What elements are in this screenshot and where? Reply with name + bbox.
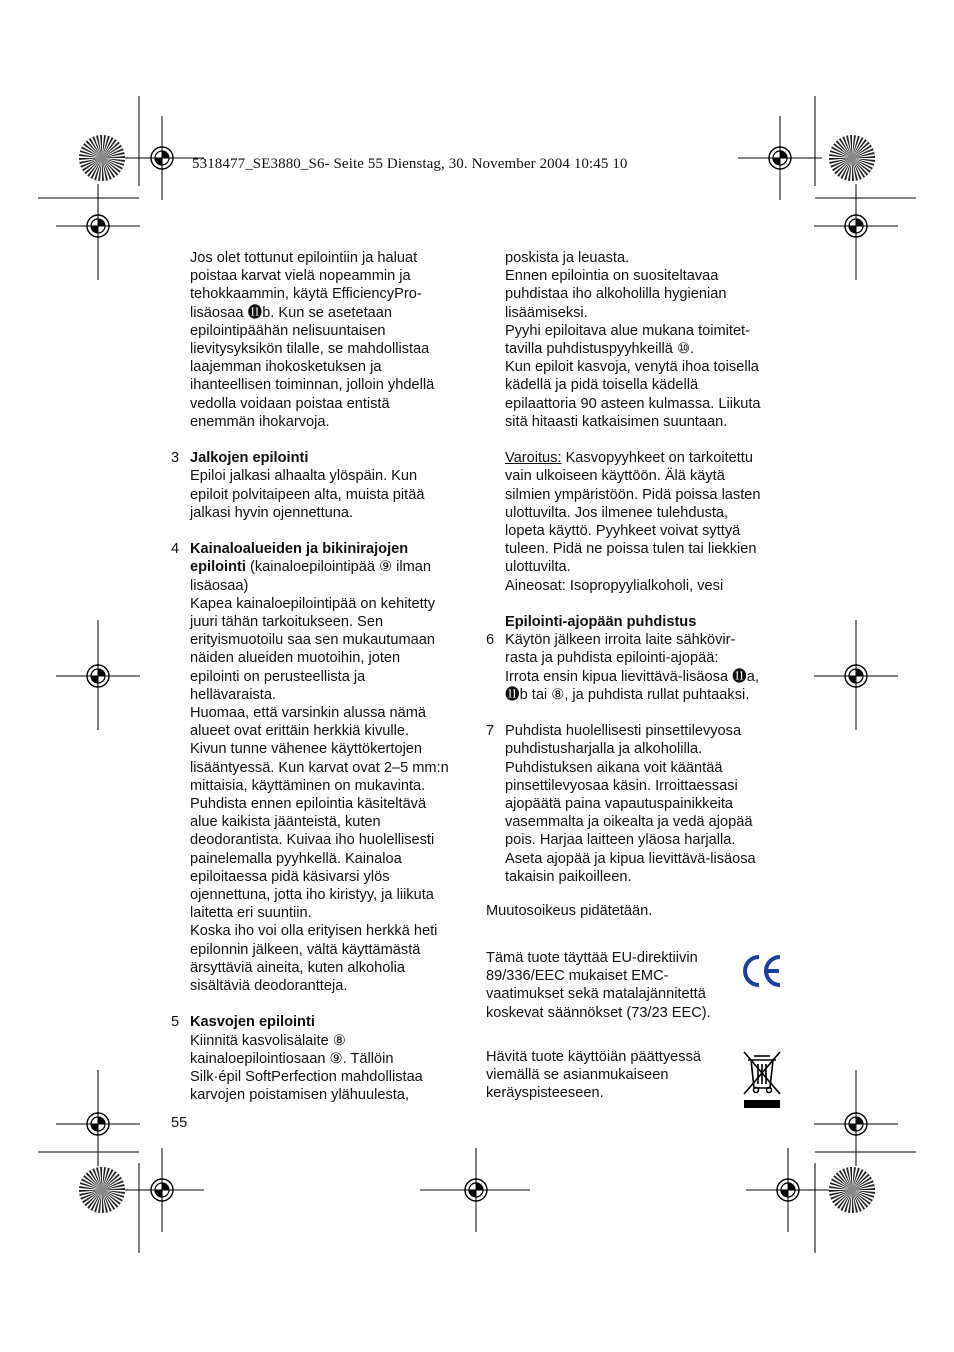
text-line: koskevat säännökset (73/23 EEC). [486,1004,711,1021]
text-line: lievitysyksikön tilalle, se mahdollistaa [190,341,430,358]
text-line: juuri tähän tarkoitukseen. Sen [190,614,384,631]
change-notice: Muutosoikeus pidätetään. [486,903,653,919]
text-line: erityismuotoilu saa sen mukautumaan [190,632,435,649]
text-line: poistaa karvat vielä nopeammin ja [190,268,411,285]
ce-statement [486,949,786,1029]
registration-mark-icon [814,1082,898,1166]
text-line: Puhdistuksen aikana voit kääntää [505,759,723,776]
text-line [505,449,790,467]
section-number: 7 [486,723,495,740]
text-span: (kainaloepilointipää ⑨ ilman [245,559,432,576]
registration-mark-icon [746,1148,830,1232]
text-line: Irrota ensin kipua lievittävä-lisäosa ⓫a, [505,668,759,685]
text-line: epilointipäähän nelisuuntaisen [190,322,386,339]
text-line: Huomaa, että varsinkin alussa nämä [190,705,427,722]
text-line: jalkasi hyvin ojennettuna. [190,504,354,521]
text-line: puhdistaa iho alkoholilla hygienian [505,286,727,303]
registration-mark-icon [56,184,140,268]
text-line: Tämä tuote täyttää EU-direktiivin [486,950,698,966]
text-line: hellävaraista. [190,686,276,703]
text-line: Pyyhi epiloitava alue mukana toimitet- [505,322,750,339]
text-line: sisältäviä deodorantteja. [190,978,348,995]
text-line: vain ulkoiseen käyttöön. Älä käytä [505,468,725,485]
registration-mark-icon [434,1148,518,1232]
text-line: mittaisia, käyttäminen on mukavinta. [190,777,426,794]
text-line: alueet ovat erittäin herkkiä kivulle. [190,723,410,740]
text-line: pinsettilevyosaa käsin. Irroittaessasi [505,777,738,794]
text-line: epiloit polvitaipeen alta, muista pitää [190,486,425,503]
registration-mark-icon [120,1148,204,1232]
text-line: lopeta käyttö. Pyyhkeet voivat syttyä [505,523,741,540]
text-line: ärsyttäviä aineita, kuten alkoholia [190,959,405,976]
text-line: Puhdista huolellisesti pinsettilevyosa [505,723,742,740]
section-number: 3 [171,450,180,467]
text-line: tehokkaammin, käytä EfficiencyPro- [190,286,422,303]
weee-text [486,1048,736,1103]
text-line: Puhdista ennen epilointia käsiteltävä [190,796,427,813]
text-line: ojennettuna, jotta iho kiristyy, ja liikuta [190,887,434,904]
text-line: Silk·épil SoftPerfection mahdollistaa [190,1069,423,1086]
warning-paragraph [505,449,790,595]
text-line: Ennen epilointia on suositeltavaa [505,268,719,285]
text-line: epiloitaessa pidä käsivarsi ylös [190,868,390,885]
text-line: ajopäätä paina vapautuspainikkeita [505,796,733,813]
text-line: Kun epiloit kasvoja, venytä ihoa toisella [505,359,759,376]
registration-mark-icon [56,634,140,718]
section-4 [171,540,476,995]
section-3 [171,449,476,522]
left-column [171,249,476,1105]
weee-statement [486,1048,786,1118]
intro-paragraph [190,249,476,431]
text-line: deodorantista. Kuivaa iho huolellisesti [190,832,435,849]
text-line: epilointi on perusteellista ja [190,668,366,685]
text-line: Kiinnitä kasvolisälaite ⑧ [190,1032,346,1049]
text-line [190,558,476,576]
text-line: tavilla puhdistuspyyhkeillä ⑩. [505,341,695,358]
text-line: rasta ja puhdista epilointi-ajopää: [505,650,719,667]
text-line: vaatimukset sekä matalajännitettä [486,986,706,1003]
text-line: puhdistusharjalla ja alkoholilla. [505,741,703,758]
text-line: epilaattoria 90 asteen kulmassa. Liikuta [505,395,761,412]
starburst-mark-icon [79,135,125,181]
text-line: laajemman ihokosketuksen ja [190,359,382,376]
text-line: ihanteellisen toiminnan, jolloin yhdellä [190,377,435,394]
text-line: Epiloi jalkasi alhaalta ylöspäin. Kun [190,468,418,485]
text-line: silmien ympäristöön. Pidä poissa lasten [505,486,761,503]
text-line: näiden alueiden muotoihin, joten [190,650,401,667]
starburst-mark-icon [829,1167,875,1213]
text-line: takaisin paikoilleen. [505,868,632,885]
text-line: vedolla voidaan poistaa entistä [190,395,390,412]
text-line: painelemalla pyyhkellä. Kainaloa [190,850,402,867]
registration-mark-icon [814,634,898,718]
text-line: keräyspisteeseen. [486,1085,604,1102]
text-span: Kasvopyyhkeet on tarkoitettu [561,450,753,467]
registration-mark-icon [56,1082,140,1166]
section-number: 6 [486,632,495,649]
print-header: 5318477_SE3880_S6- Seite 55 Dienstag, 30. November 2004 10:45 10 [192,156,628,172]
section-title: Epilointi-ajopään puhdistus [505,614,697,631]
section-title: Jalkojen epilointi [190,450,309,467]
text-line: Käytön jälkeen irroita laite sähkövir- [505,632,736,649]
crossed-bin-icon [742,1050,782,1110]
text-line: epilonnin jälkeen, vältä käyttämästä [190,941,421,958]
section-title: Kainaloalueiden ja bikinirajojen [190,541,409,558]
text-line: ulottuvilta. Jos ilmenee tulehdusta, [505,504,729,521]
page-number: 55 [171,1115,188,1131]
text-line: ulottuvilta. [505,559,571,576]
text-line: pois. Harjaa laitteen yläosa harjalla. [505,832,736,849]
text-line: kädellä ja pidä toisella kädellä [505,377,699,394]
section-number: 5 [171,1014,180,1031]
section-title-cont: epilointi [190,559,246,576]
ce-text [486,949,736,1022]
text-line: poskista ja leuasta. [505,250,630,266]
warning-label: Varoitus: [505,450,562,467]
text-line: Aseta ajopää ja kipua lievittävä-lisäosa [505,850,756,867]
text-line: lisäämiseksi. [505,304,588,321]
text-line: tuleen. Pidä ne poissa tulen tai liekkien [505,541,757,558]
text-line: sitä hitaasti katkaisimen suuntaan. [505,413,728,430]
section-5 [171,1013,476,1104]
text-line: 89/336/EEC mukaiset EMC- [486,968,669,985]
text-line: enemmän ihokarvoja. [190,413,330,430]
registration-mark-icon [738,116,822,200]
text-line: Koska iho voi olla erityisen herkkä heti [190,923,438,940]
text-line: viemällä se asianmukaiseen [486,1067,669,1084]
starburst-mark-icon [829,135,875,181]
continued-paragraph [505,249,790,431]
text-line: lisäosaa ⓫b. Kun se asetetaan [190,304,393,321]
text-line: vasemmalta ja oikealta ja vedä ajopää [505,814,753,831]
section-number: 4 [171,541,180,558]
text-line: alue kaikista jäänteistä, kuten [190,814,381,831]
right-column [486,249,790,886]
ce-mark-icon [740,951,784,991]
section-6 [486,631,790,704]
text-line: ⓫b tai ⑧, ja puhdista rullat puhtaaksi. [505,686,750,703]
starburst-mark-icon [79,1167,125,1213]
registration-mark-icon [814,184,898,268]
text-line: laitetta eri suuntiin. [190,905,312,922]
section-7 [486,722,790,886]
section-title: Kasvojen epilointi [190,1014,315,1031]
text-line: Aineosat: Isopropyylialkoholi, vesi [505,577,724,594]
text-line: karvojen poistamisen ylähuulesta, [190,1087,410,1104]
text-line: kainaloepilointiosaan ⑨. Tällöin [190,1050,394,1067]
text-line: lisääntyessä. Kun karvat ovat 2–5 mm:n [190,759,449,776]
text-line: Jos olet tottunut epilointiin ja haluat [190,250,418,266]
text-line: Kivun tunne vähenee käyttökertojen [190,741,423,758]
text-line: Kapea kainaloepilointipää on kehitetty [190,595,436,612]
text-line: lisäosaa) [190,577,249,594]
text-line: Hävitä tuote käyttöiän päättyessä [486,1049,701,1065]
